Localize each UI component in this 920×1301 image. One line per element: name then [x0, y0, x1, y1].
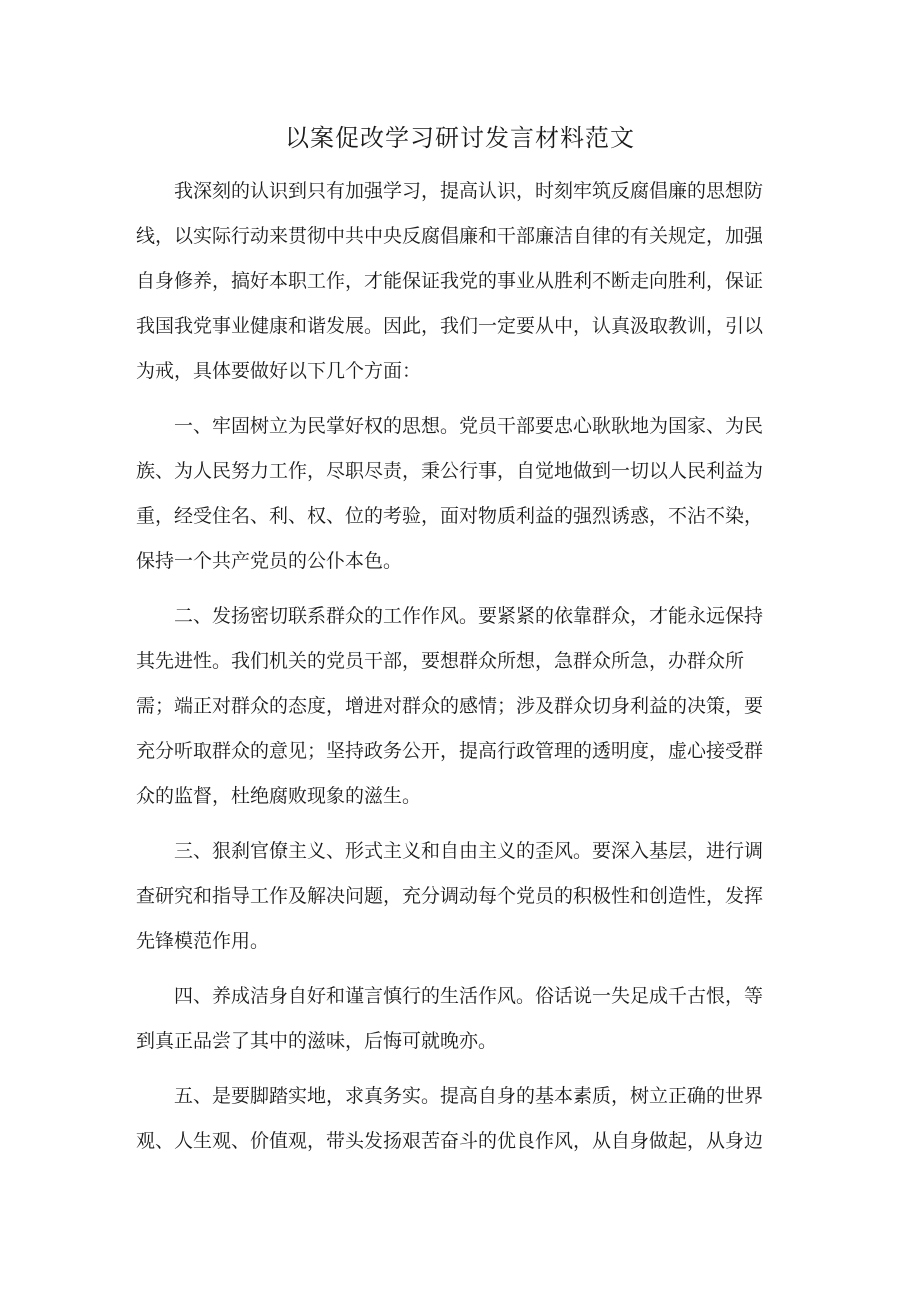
paragraph-point-4: 四、养成洁身自好和谨言慎行的生活作风。俗话说一失足成千古恨，等到真正品尝了其中的滋味，后悔可就晚亦。 — [136, 985, 764, 1052]
document-title: 以案促改学习研讨发言材料范文 — [285, 124, 635, 152]
document-body — [136, 169, 780, 1164]
paragraph-point-3: 三、狠刹官僚主义、形式主义和自由主义的歪风。要深入基层，进行调查研究和指导工作及解决问题，充分调动每个党员的积极性和创造性，发挥先锋模范作用。 — [136, 840, 764, 952]
paragraph-intro: 我深刻的认识到只有加强学习，提高认识，时刻牢筑反腐倡廉的思想防线，以实际行动来贯彻中共中央反腐倡廉和干部廉洁自律的有关规定，加强自身修养，搞好本职工作，才能保证我党的事业从胜利不断走向胜利，保证我国我党事业健康和谐发展。因此，我们一定要从中，认真汲取教训，引以为戒，具体要做好以下几个方面： — [136, 180, 764, 382]
paragraph-point-2: 二、发扬密切联系群众的工作作风。要紧紧的依靠群众，才能永远保持其先进性。我们机关的党员干部，要想群众所想，急群众所急，办群众所需；端正对群众的态度，增进对群众的感情；涉及群众切身利益的决策，要充分听取群众的意见；坚持政务公开，提高行政管理的透明度，虚心接受群众的监督，杜绝腐败现象的滋生。 — [136, 605, 764, 807]
paragraph-point-1: 一、牢固树立为民掌好权的思想。党员干部要忠心耿耿地为国家、为民族、为人民努力工作，尽职尽责，秉公行事，自觉地做到一切以人民利益为重，经受住名、利、权、位的考验，面对物质利益的强烈诱惑，不沾不染，保持一个共产党员的公仆本色。 — [136, 415, 764, 572]
paragraph-point-5: 五、是要脚踏实地，求真务实。提高自身的基本素质，树立正确的世界观、人生观、价值观，带头发扬艰苦奋斗的优良作风，从自身做起，从身边 — [136, 1085, 764, 1152]
